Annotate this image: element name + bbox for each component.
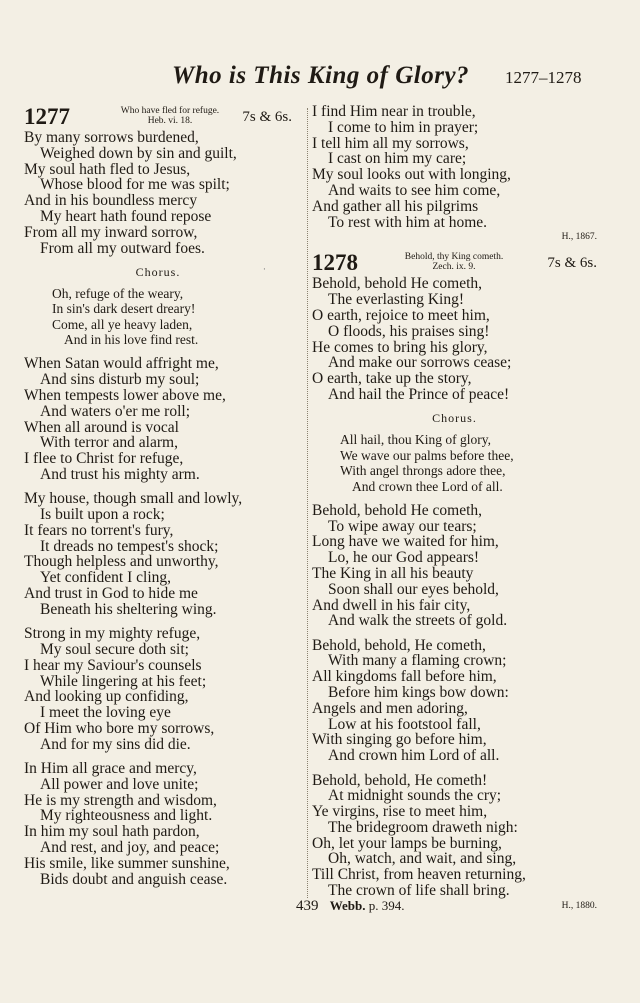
verse-line: And walk the streets of gold.	[328, 612, 508, 630]
verse-line: He is my strength and wisdom,	[24, 791, 217, 809]
verse-line: And waits to see him come,	[328, 181, 501, 199]
verse-line: Soon shall our eyes behold,	[328, 580, 499, 598]
verse-line: Weighed down by sin and guilt,	[40, 144, 237, 162]
page-number: 439	[296, 898, 319, 914]
hymn-meter: 7s & 6s.	[242, 109, 292, 125]
ref-citation: Heb. vi. 18.	[147, 116, 193, 126]
chorus-line: And crown thee Lord of all.	[352, 478, 503, 494]
verse-line: Behold, behold, He cometh,	[312, 636, 486, 654]
verse-line: Behold, behold He cometh,	[312, 275, 483, 293]
verse-line: Beneath his sheltering wing.	[40, 600, 217, 618]
verse-line: In him my soul hath pardon,	[24, 823, 200, 841]
chorus-heading: Chorus.	[135, 264, 181, 279]
verse-line: With singing go before him,	[312, 731, 487, 749]
verse-line: Long have we waited for him,	[312, 533, 499, 551]
verse-line: The everlasting King!	[328, 291, 465, 309]
verse-line: Low at his footstool fall,	[328, 715, 481, 733]
verse-line: My soul hath fled to Jesus,	[24, 160, 191, 178]
verse-line: My soul looks out with longing,	[312, 166, 511, 184]
verse-line: While lingering at his feet;	[40, 672, 207, 690]
verse-line: Angels and men adoring,	[312, 699, 468, 717]
ref-phrase: Behold, thy King cometh.	[404, 252, 504, 263]
verse-line: When all around is vocal	[24, 418, 179, 436]
verse-line: And crown him Lord of all.	[328, 747, 500, 765]
verse-line: From all my outward foes.	[40, 239, 205, 257]
author-attribution: H., 1867.	[561, 232, 597, 243]
verse-line: Whose blood for me was spilt;	[40, 176, 230, 194]
verse-line: All power and love unite;	[40, 775, 199, 793]
verse-line: Oh, watch, and wait, and sing,	[328, 850, 517, 868]
verse-line: And waters o'er me roll;	[40, 402, 190, 420]
verse-line: Ye virgins, rise to meet him,	[312, 803, 488, 821]
verse-line: He comes to bring his glory,	[312, 338, 488, 356]
tune-name: Webb.	[329, 898, 366, 913]
chorus	[312, 432, 597, 494]
verse-line: At midnight sounds the cry;	[328, 787, 502, 805]
verse-line: I cast on him my care;	[328, 150, 467, 168]
verse-line: When tempests lower above me,	[24, 386, 226, 404]
column-divider	[307, 108, 308, 898]
verse-line: I hear my Saviour's counsels	[24, 656, 202, 674]
page-header	[0, 62, 640, 92]
verse-line: O earth, rejoice to meet him,	[312, 306, 490, 324]
stanza-6	[312, 104, 597, 230]
verse-line: The bridegroom draweth nigh:	[328, 818, 518, 836]
page-footer	[296, 898, 405, 915]
verse-line: O earth, take up the story,	[312, 370, 472, 388]
verse-line: Lo, he our God appears!	[328, 549, 480, 567]
stanza-2	[312, 503, 597, 629]
chorus-line: We wave our palms before thee,	[340, 447, 514, 463]
verse-line: Is built upon a rock;	[40, 506, 165, 524]
verse-line: My soul secure doth sit;	[40, 640, 189, 658]
ref-citation: Zech. ix. 9.	[432, 262, 476, 273]
hymn-meter: 7s & 6s.	[547, 255, 597, 272]
verse-line: It dreads no tempest's shock;	[40, 537, 219, 555]
verse-line: The crown of life shall bring.	[328, 882, 510, 900]
page-title: Who is This King of Glory?	[172, 62, 470, 89]
chorus-line: And in his love find rest.	[64, 332, 199, 348]
verse-line: Oh, let your lamps be burning,	[312, 834, 502, 852]
stanza-5	[24, 761, 292, 887]
stanza-3	[312, 638, 597, 764]
verse-line: Yet confident I cling,	[40, 569, 172, 587]
verse-line: My house, though small and lowly,	[24, 490, 243, 508]
verse-line: His smile, like summer sunshine,	[24, 854, 230, 872]
author-attribution: H., 1880.	[561, 900, 597, 911]
verse-line: In Him all grace and mercy,	[24, 760, 197, 777]
left-column	[24, 104, 292, 896]
stanza-1	[24, 130, 292, 256]
verse-line: It fears no torrent's fury,	[24, 521, 174, 539]
verse-line: When Satan would affright me,	[24, 355, 219, 373]
verse-line: I flee to Christ for refuge,	[24, 450, 184, 468]
verse-line: The King in all his beauty	[312, 564, 474, 582]
hymn-1278-heading	[312, 250, 597, 276]
right-column	[312, 104, 597, 919]
verse-line: And in his boundless mercy	[24, 192, 198, 210]
verse-line: And looking up confiding,	[24, 688, 189, 706]
stanza-1	[312, 276, 597, 402]
verse-line: By many sorrows burdened,	[24, 129, 199, 146]
verse-line: Before him kings bow down:	[328, 684, 509, 702]
verse-line: Of Him who bore my sorrows,	[24, 719, 215, 737]
verse-line: To rest with him at home.	[328, 213, 488, 231]
verse-line: From all my inward sorrow,	[24, 223, 198, 241]
hymn-number: 1278	[312, 250, 358, 276]
chorus-line: With angel throngs adore thee,	[340, 463, 506, 479]
scripture-reference	[104, 106, 236, 126]
verse-line: Though helpless and unworthy,	[24, 553, 219, 571]
hymn-range: 1277–1278	[505, 68, 582, 87]
verse-line: O floods, his praises sing!	[328, 322, 490, 340]
verse-line: Strong in my mighty refuge,	[24, 625, 201, 643]
verse-line: I tell him all my sorrows,	[312, 134, 469, 152]
hymn-1277-heading	[24, 104, 292, 130]
verse-line: Bids doubt and anguish cease.	[40, 870, 228, 888]
verse-line: With many a flaming crown;	[328, 652, 507, 670]
stanza-3	[24, 491, 292, 617]
verse-line: And gather all his pilgrims	[312, 197, 479, 215]
scripture-reference	[384, 252, 524, 272]
verse-line: All kingdoms fall before him,	[312, 668, 497, 686]
verse-line: I meet the loving eye	[40, 704, 171, 722]
tune-page: p. 394.	[368, 898, 405, 913]
stanza-4	[24, 626, 292, 752]
verse-line: I come to him in prayer;	[328, 118, 479, 136]
chorus-line: All hail, thou King of glory,	[340, 432, 491, 448]
verse-line: And rest, and joy, and peace;	[40, 838, 220, 856]
chorus-heading: Chorus.	[432, 411, 477, 426]
stanza-2	[24, 356, 292, 482]
verse-line: And trust his mighty arm.	[40, 465, 200, 483]
ref-phrase: Who have fled for refuge.	[120, 106, 220, 116]
verse-line: Behold, behold, He cometh!	[312, 771, 488, 789]
verse-line: I find Him near in trouble,	[312, 103, 476, 120]
chorus	[24, 286, 292, 348]
verse-line: And hail the Prince of peace!	[328, 385, 510, 403]
hymn-number: 1277	[24, 104, 70, 129]
verse-line: And dwell in his fair city,	[312, 596, 471, 614]
verse-line: And make our sorrows cease;	[328, 354, 512, 372]
print-speck: ·	[263, 265, 266, 275]
verse-line: Behold, behold He cometh,	[312, 501, 483, 519]
chorus-line: In sin's dark desert dreary!	[52, 301, 196, 317]
verse-line: To wipe away our tears;	[328, 517, 477, 535]
verse-line: And trust in God to hide me	[24, 585, 198, 603]
verse-line: With terror and alarm,	[40, 434, 178, 452]
verse-line: Till Christ, from heaven returning,	[312, 866, 526, 884]
chorus-line: Come, all ye heavy laden,	[52, 316, 193, 332]
chorus-line: Oh, refuge of the weary,	[52, 285, 184, 301]
verse-line: My heart hath found repose	[40, 207, 212, 225]
verse-line: And for my sins did die.	[40, 735, 191, 753]
verse-line: And sins disturb my soul;	[40, 371, 200, 389]
verse-line: My righteousness and light.	[40, 807, 213, 825]
stanza-4	[312, 773, 597, 899]
